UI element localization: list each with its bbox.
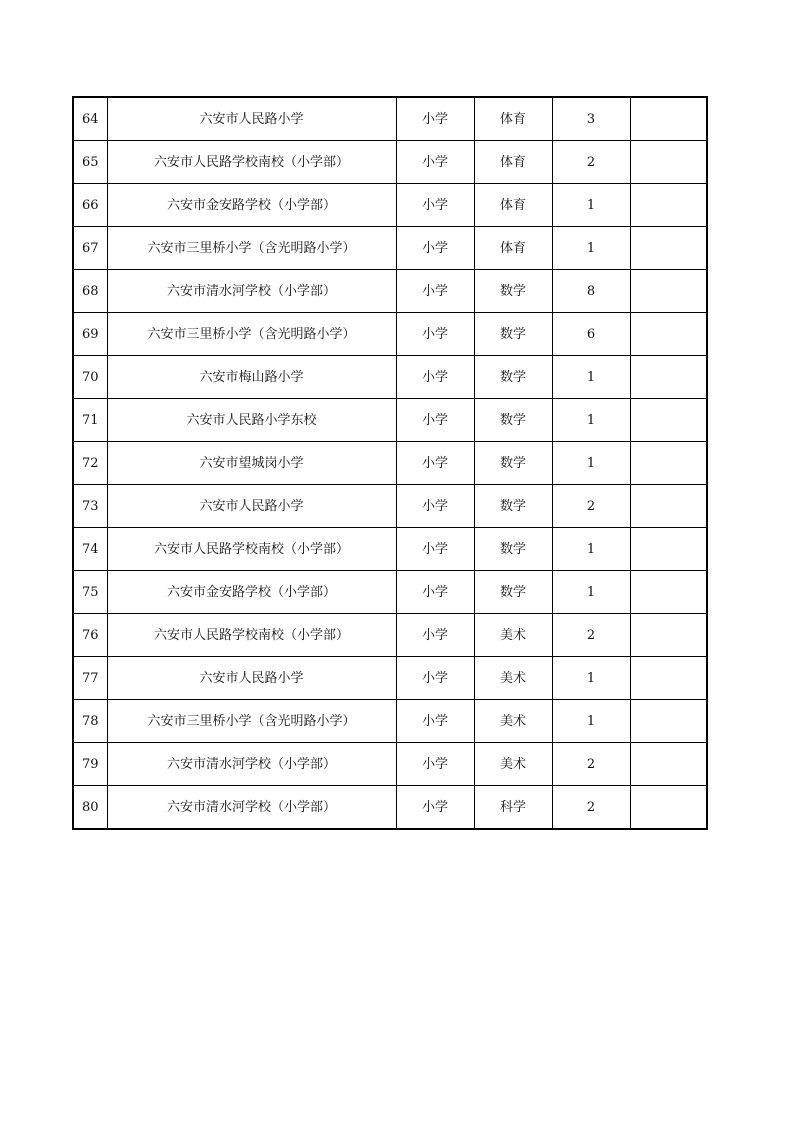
row-number-cell: 70 [73,356,107,399]
remarks-cell [630,442,707,485]
school-level-cell: 小学 [396,700,474,743]
row-number-cell: 76 [73,614,107,657]
position-count-cell: 1 [552,528,630,571]
subject-cell: 数学 [474,571,552,614]
remarks-cell [630,528,707,571]
school-level-cell: 小学 [396,786,474,830]
school-name-cell: 六安市人民路学校南校（小学部） [107,141,396,184]
table-row [73,270,707,313]
position-count-cell: 1 [552,399,630,442]
school-level-cell: 小学 [396,614,474,657]
table-row [73,528,707,571]
row-number-cell: 77 [73,657,107,700]
table-row [73,743,707,786]
position-count-cell: 3 [552,97,630,141]
school-level-cell: 小学 [396,528,474,571]
remarks-cell [630,184,707,227]
remarks-cell [630,141,707,184]
row-number-cell: 64 [73,97,107,141]
position-count-cell: 1 [552,700,630,743]
row-number-cell: 72 [73,442,107,485]
remarks-cell [630,270,707,313]
subject-cell: 数学 [474,313,552,356]
school-level-cell: 小学 [396,313,474,356]
row-number-cell: 73 [73,485,107,528]
subject-cell: 体育 [474,141,552,184]
school-name-cell: 六安市梅山路小学 [107,356,396,399]
row-number-cell: 69 [73,313,107,356]
table-row [73,700,707,743]
school-name-cell: 六安市人民路小学 [107,657,396,700]
school-name-cell: 六安市清水河学校（小学部） [107,743,396,786]
school-name-cell: 六安市三里桥小学（含光明路小学） [107,313,396,356]
subject-cell: 体育 [474,97,552,141]
remarks-cell [630,657,707,700]
remarks-cell [630,743,707,786]
school-level-cell: 小学 [396,356,474,399]
school-level-cell: 小学 [396,485,474,528]
remarks-cell [630,700,707,743]
school-level-cell: 小学 [396,141,474,184]
position-count-cell: 2 [552,485,630,528]
table-row [73,786,707,830]
table-row [73,442,707,485]
table-row [73,399,707,442]
school-name-cell: 六安市望城岗小学 [107,442,396,485]
school-name-cell: 六安市金安路学校（小学部） [107,571,396,614]
school-level-cell: 小学 [396,399,474,442]
table-row [73,141,707,184]
subject-cell: 体育 [474,184,552,227]
table-row [73,184,707,227]
school-name-cell: 六安市人民路小学 [107,97,396,141]
table-row [73,313,707,356]
school-name-cell: 六安市金安路学校（小学部） [107,184,396,227]
table-row [73,485,707,528]
table-row [73,614,707,657]
position-count-cell: 2 [552,141,630,184]
school-level-cell: 小学 [396,227,474,270]
remarks-cell [630,227,707,270]
position-count-cell: 2 [552,743,630,786]
subject-cell: 数学 [474,485,552,528]
school-level-cell: 小学 [396,184,474,227]
subject-cell: 数学 [474,399,552,442]
position-count-cell: 1 [552,442,630,485]
school-level-cell: 小学 [396,97,474,141]
row-number-cell: 68 [73,270,107,313]
row-number-cell: 79 [73,743,107,786]
school-name-cell: 六安市人民路学校南校（小学部） [107,614,396,657]
table-row [73,571,707,614]
table-row [73,356,707,399]
school-name-cell: 六安市人民路小学 [107,485,396,528]
row-number-cell: 75 [73,571,107,614]
remarks-cell [630,614,707,657]
table-body [73,97,707,829]
school-name-cell: 六安市清水河学校（小学部） [107,786,396,830]
subject-cell: 美术 [474,700,552,743]
subject-cell: 数学 [474,442,552,485]
subject-cell: 美术 [474,743,552,786]
position-count-cell: 6 [552,313,630,356]
table-row [73,97,707,141]
remarks-cell [630,399,707,442]
school-level-cell: 小学 [396,442,474,485]
school-name-cell: 六安市清水河学校（小学部） [107,270,396,313]
row-number-cell: 67 [73,227,107,270]
row-number-cell: 65 [73,141,107,184]
remarks-cell [630,97,707,141]
subject-cell: 数学 [474,528,552,571]
position-count-cell: 2 [552,786,630,830]
remarks-cell [630,356,707,399]
subject-cell: 美术 [474,657,552,700]
school-level-cell: 小学 [396,270,474,313]
position-count-cell: 1 [552,657,630,700]
row-number-cell: 80 [73,786,107,830]
subject-cell: 数学 [474,270,552,313]
remarks-cell [630,571,707,614]
subject-cell: 科学 [474,786,552,830]
remarks-cell [630,485,707,528]
position-count-cell: 1 [552,184,630,227]
row-number-cell: 74 [73,528,107,571]
position-count-cell: 2 [552,614,630,657]
positions-table [72,96,708,830]
remarks-cell [630,313,707,356]
row-number-cell: 78 [73,700,107,743]
subject-cell: 数学 [474,356,552,399]
school-name-cell: 六安市人民路小学东校 [107,399,396,442]
position-count-cell: 1 [552,356,630,399]
school-name-cell: 六安市三里桥小学（含光明路小学） [107,700,396,743]
row-number-cell: 71 [73,399,107,442]
table-row [73,657,707,700]
position-count-cell: 1 [552,571,630,614]
school-name-cell: 六安市三里桥小学（含光明路小学） [107,227,396,270]
row-number-cell: 66 [73,184,107,227]
school-level-cell: 小学 [396,657,474,700]
subject-cell: 体育 [474,227,552,270]
school-level-cell: 小学 [396,571,474,614]
subject-cell: 美术 [474,614,552,657]
school-name-cell: 六安市人民路学校南校（小学部） [107,528,396,571]
table-row [73,227,707,270]
position-count-cell: 1 [552,227,630,270]
position-count-cell: 8 [552,270,630,313]
remarks-cell [630,786,707,830]
school-level-cell: 小学 [396,743,474,786]
